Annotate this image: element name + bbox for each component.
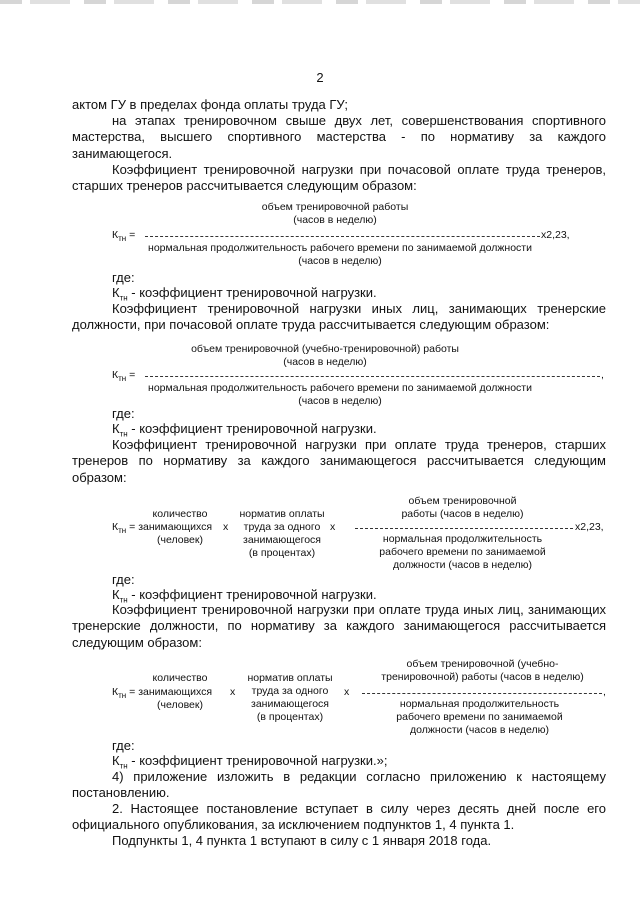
text-line: актом ГУ в пределах фонда оплаты труда ГУ; [72,97,349,112]
text-line: тренеров по нормативу за каждого занимающегося рассчитывается следующим [72,453,606,469]
fraction-line [355,528,573,529]
text-line: Коэффициент тренировочной нагрузки при оплате труда тренеров, старших [112,437,606,452]
paragraph-6 [72,602,606,651]
comma: , [603,686,606,698]
where-label: где: [112,406,135,421]
paragraph-1 [72,97,606,113]
formula-term-line: занимающихся [138,521,213,533]
multiply-sign: x [223,521,229,533]
formula-term [232,508,332,560]
equals-sign: = [126,521,139,533]
paragraph-2 [72,113,606,162]
k-definition-text: - коэффициент тренировочной нагрузки. [127,587,377,602]
text-line: Коэффициент тренировочной нагрузки при почасовой оплате труда тренеров, [112,162,606,177]
formula-denominator [140,242,540,268]
formula-numerator [175,343,475,369]
text-line: 4) приложение изложить в редакции согласно приложению к настоящему [112,769,606,784]
formula-denominator [372,698,587,737]
text-line: Подпункты 1, 4 пункта 1 вступают в силу с 1 января 2018 года. [112,833,492,848]
formula-term-line: норматив оплаты [239,508,325,520]
where-label: где: [112,572,135,587]
formula-numerator-line: (часов в неделю) [293,214,377,226]
formula-term-line: занимающегося [251,698,329,710]
k-symbol: К [112,369,119,381]
formula-denominator-line: нормальная продолжительность рабочего времени по занимаемой должности [148,242,532,254]
text-line: 2. Настоящее постановление вступает в силу через десять дней после его [112,801,606,816]
fraction-line [145,236,540,237]
formula-lhs [112,369,135,385]
k-symbol: К [112,521,119,533]
multiply-sign: x [344,686,350,698]
k-symbol: К [112,285,120,300]
formula-term-line: занимающихся [138,686,213,698]
formula-denominator-line: (часов в неделю) [298,255,382,267]
k-symbol: К [112,587,120,602]
scan-artifact-top [0,0,640,4]
text-line: Коэффициент тренировочной нагрузки при оплате труда иных лиц, занимающих [112,602,606,617]
formula-denominator-line: должности (часов в неделю) [393,559,532,571]
formula-term-line: (человек) [157,534,203,546]
paragraph-9 [72,833,606,849]
k-definition [112,285,377,303]
multiply-sign: x [330,521,336,533]
multiplier: x2,23, [575,521,604,533]
formula-term-line: норматив оплаты [247,672,333,684]
page-number: 2 [316,70,324,85]
k-definition [112,753,387,771]
text-line: следующим образом: [72,634,202,650]
fraction-line [362,693,602,694]
formula-term-line: (в процентах) [256,711,324,723]
where-label: где: [112,270,135,285]
formula-term-line: труда за одного [243,521,321,533]
formula-numerator-line: (часов в неделю) [283,356,367,368]
text-line: официального опубликования, за исключением подпунктов 1, 4 пункта 1. [72,817,515,833]
formula-lhs [112,229,135,245]
k-subscript: тн [119,429,128,439]
where-label: где: [112,738,135,753]
paragraph-4 [72,301,606,334]
k-definition-text: - коэффициент тренировочной нагрузки.»; [127,753,388,768]
equals-sign: = [126,686,139,698]
formula-numerator-line: работы (часов в неделю) [401,508,524,520]
formula-denominator [360,533,565,572]
formula-numerator-line: объем тренировочной [408,495,517,507]
paragraph-3 [72,162,606,195]
k-symbol: К [112,753,120,768]
k-subscript: тн [118,691,127,701]
formula-denominator-line: нормальная продолжительность [382,533,543,545]
formula-term-line: (в процентах) [248,547,316,559]
k-symbol: К [112,229,119,241]
equals-sign: = [126,369,136,381]
k-subscript: тн [118,374,127,384]
k-symbol: К [112,421,120,436]
k-definition [112,421,377,439]
text-line: тренерские должности, по нормативу за каждого занимающегося рассчитывается [72,618,606,634]
k-subscript: тн [119,293,128,303]
formula-numerator-line: объем тренировочной (учебно- [406,658,559,670]
fraction-line [145,376,600,377]
multiply-sign: x [230,686,236,698]
k-subscript: тн [119,761,128,771]
equals-sign: = [126,229,136,241]
text-line: Коэффициент тренировочной нагрузки иных лиц, занимающих тренерские [112,301,606,316]
paragraph-8 [72,801,606,834]
k-symbol: К [112,686,119,698]
formula-numerator [370,658,595,684]
text-line: постановлению. [72,785,170,801]
text-line: должности, при почасовой оплате труда рассчитывается следующим образом: [72,317,550,333]
formula-term-line: занимающегося [243,534,321,546]
text-line: занимающегося. [72,145,173,161]
formula-denominator-line: нормальная продолжительность рабочего времени по занимаемой должности [148,382,532,394]
formula-numerator-line: объем тренировочной работы [261,201,409,213]
formula-numerator-line: объем тренировочной (учебно-тренировочной) работы [191,343,459,355]
comma: , [601,369,604,381]
formula-numerator-line: тренировочной) работы (часов в неделю) [381,671,584,683]
text-line: старших тренеров рассчитывается следующим образом: [72,178,417,194]
paragraph-7 [72,769,606,802]
k-subscript: тн [119,595,128,605]
formula-denominator-line: рабочего времени по занимаемой [396,711,563,723]
formula-numerator [360,495,565,521]
multiplier: x2,23, [541,229,570,241]
formula-denominator-line: нормальная продолжительность [399,698,560,710]
formula-term [240,672,340,724]
formula-term-line: количество [152,508,208,520]
k-definition-text: - коэффициент тренировочной нагрузки. [127,285,377,300]
formula-term-line: количество [152,672,208,684]
formula-term-line: труда за одного [251,685,329,697]
k-definition-text: - коэффициент тренировочной нагрузки. [127,421,377,436]
text-line: на этапах тренировочном свыше двух лет, совершенствования спортивного [112,113,606,128]
paragraph-5 [72,437,606,486]
text-line: образом: [72,469,127,485]
formula-numerator [235,201,435,227]
k-subscript: тн [118,234,127,244]
formula-denominator-line: (часов в неделю) [298,395,382,407]
formula-term-line: (человек) [157,699,203,711]
formula-denominator-line: должности (часов в неделю) [410,724,549,736]
formula-denominator [140,382,540,408]
k-subscript: тн [118,526,127,536]
formula-denominator-line: рабочего времени по занимаемой [379,546,546,558]
text-line: мастерства, высшего спортивного мастерства - по нормативу за каждого [72,129,606,145]
